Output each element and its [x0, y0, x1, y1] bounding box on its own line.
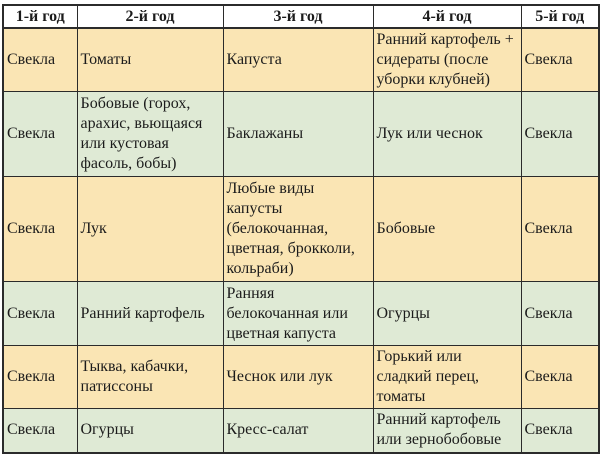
table-cell: Огурцы — [373, 282, 521, 346]
table-row — [3, 409, 599, 453]
table-cell: Свекла — [3, 177, 77, 282]
table-row — [3, 282, 599, 346]
table-cell: Любые виды капусты (белокочанная, цветная, брокколи, кольраби) — [223, 177, 373, 282]
table-cell: Ранний картофель — [77, 282, 223, 346]
table-cell: Ранняя белокочанная или цветная капуста — [223, 282, 373, 346]
table-cell: Томаты — [77, 28, 223, 92]
table-cell: Свекла — [521, 409, 599, 453]
table-cell: Лук — [77, 177, 223, 282]
table-cell: Свекла — [521, 28, 599, 92]
column-header-year-5: 5-й год — [521, 5, 599, 28]
table-cell: Свекла — [521, 346, 599, 409]
table-cell: Свекла — [521, 282, 599, 346]
table-row — [3, 346, 599, 409]
table-cell: Бобовые — [373, 177, 521, 282]
table-cell: Огурцы — [77, 409, 223, 453]
table-cell: Баклажаны — [223, 92, 373, 177]
column-header-year-1: 1-й год — [3, 5, 77, 28]
table-cell: Свекла — [521, 177, 599, 282]
crop-rotation-table — [2, 4, 600, 454]
table-cell: Свекла — [3, 346, 77, 409]
table-cell: Кресс-салат — [223, 409, 373, 453]
table-cell: Бобовые (горох, арахис, вьющаяся или кустовая фасоль, бобы) — [77, 92, 223, 177]
header-row — [3, 5, 599, 28]
column-header-year-4: 4-й год — [373, 5, 521, 28]
column-header-year-3: 3-й год — [223, 5, 373, 28]
table-cell: Тыква, кабачки, патиссоны — [77, 346, 223, 409]
table-cell: Свекла — [3, 282, 77, 346]
table-cell: Свекла — [3, 92, 77, 177]
table-cell: Свекла — [3, 28, 77, 92]
table-cell: Ранний картофель или зернобобовые — [373, 409, 521, 453]
table-cell: Капуста — [223, 28, 373, 92]
table-row — [3, 177, 599, 282]
table-cell: Ранний картофель + сидераты (после уборки клубней) — [373, 28, 521, 92]
table-row — [3, 28, 599, 92]
table-cell: Свекла — [3, 409, 77, 453]
table-row — [3, 92, 599, 177]
column-header-year-2: 2-й год — [77, 5, 223, 28]
table-cell: Чеснок или лук — [223, 346, 373, 409]
table-cell: Свекла — [521, 92, 599, 177]
table-cell: Лук или чеснок — [373, 92, 521, 177]
table-cell: Горький или сладкий перец, томаты — [373, 346, 521, 409]
